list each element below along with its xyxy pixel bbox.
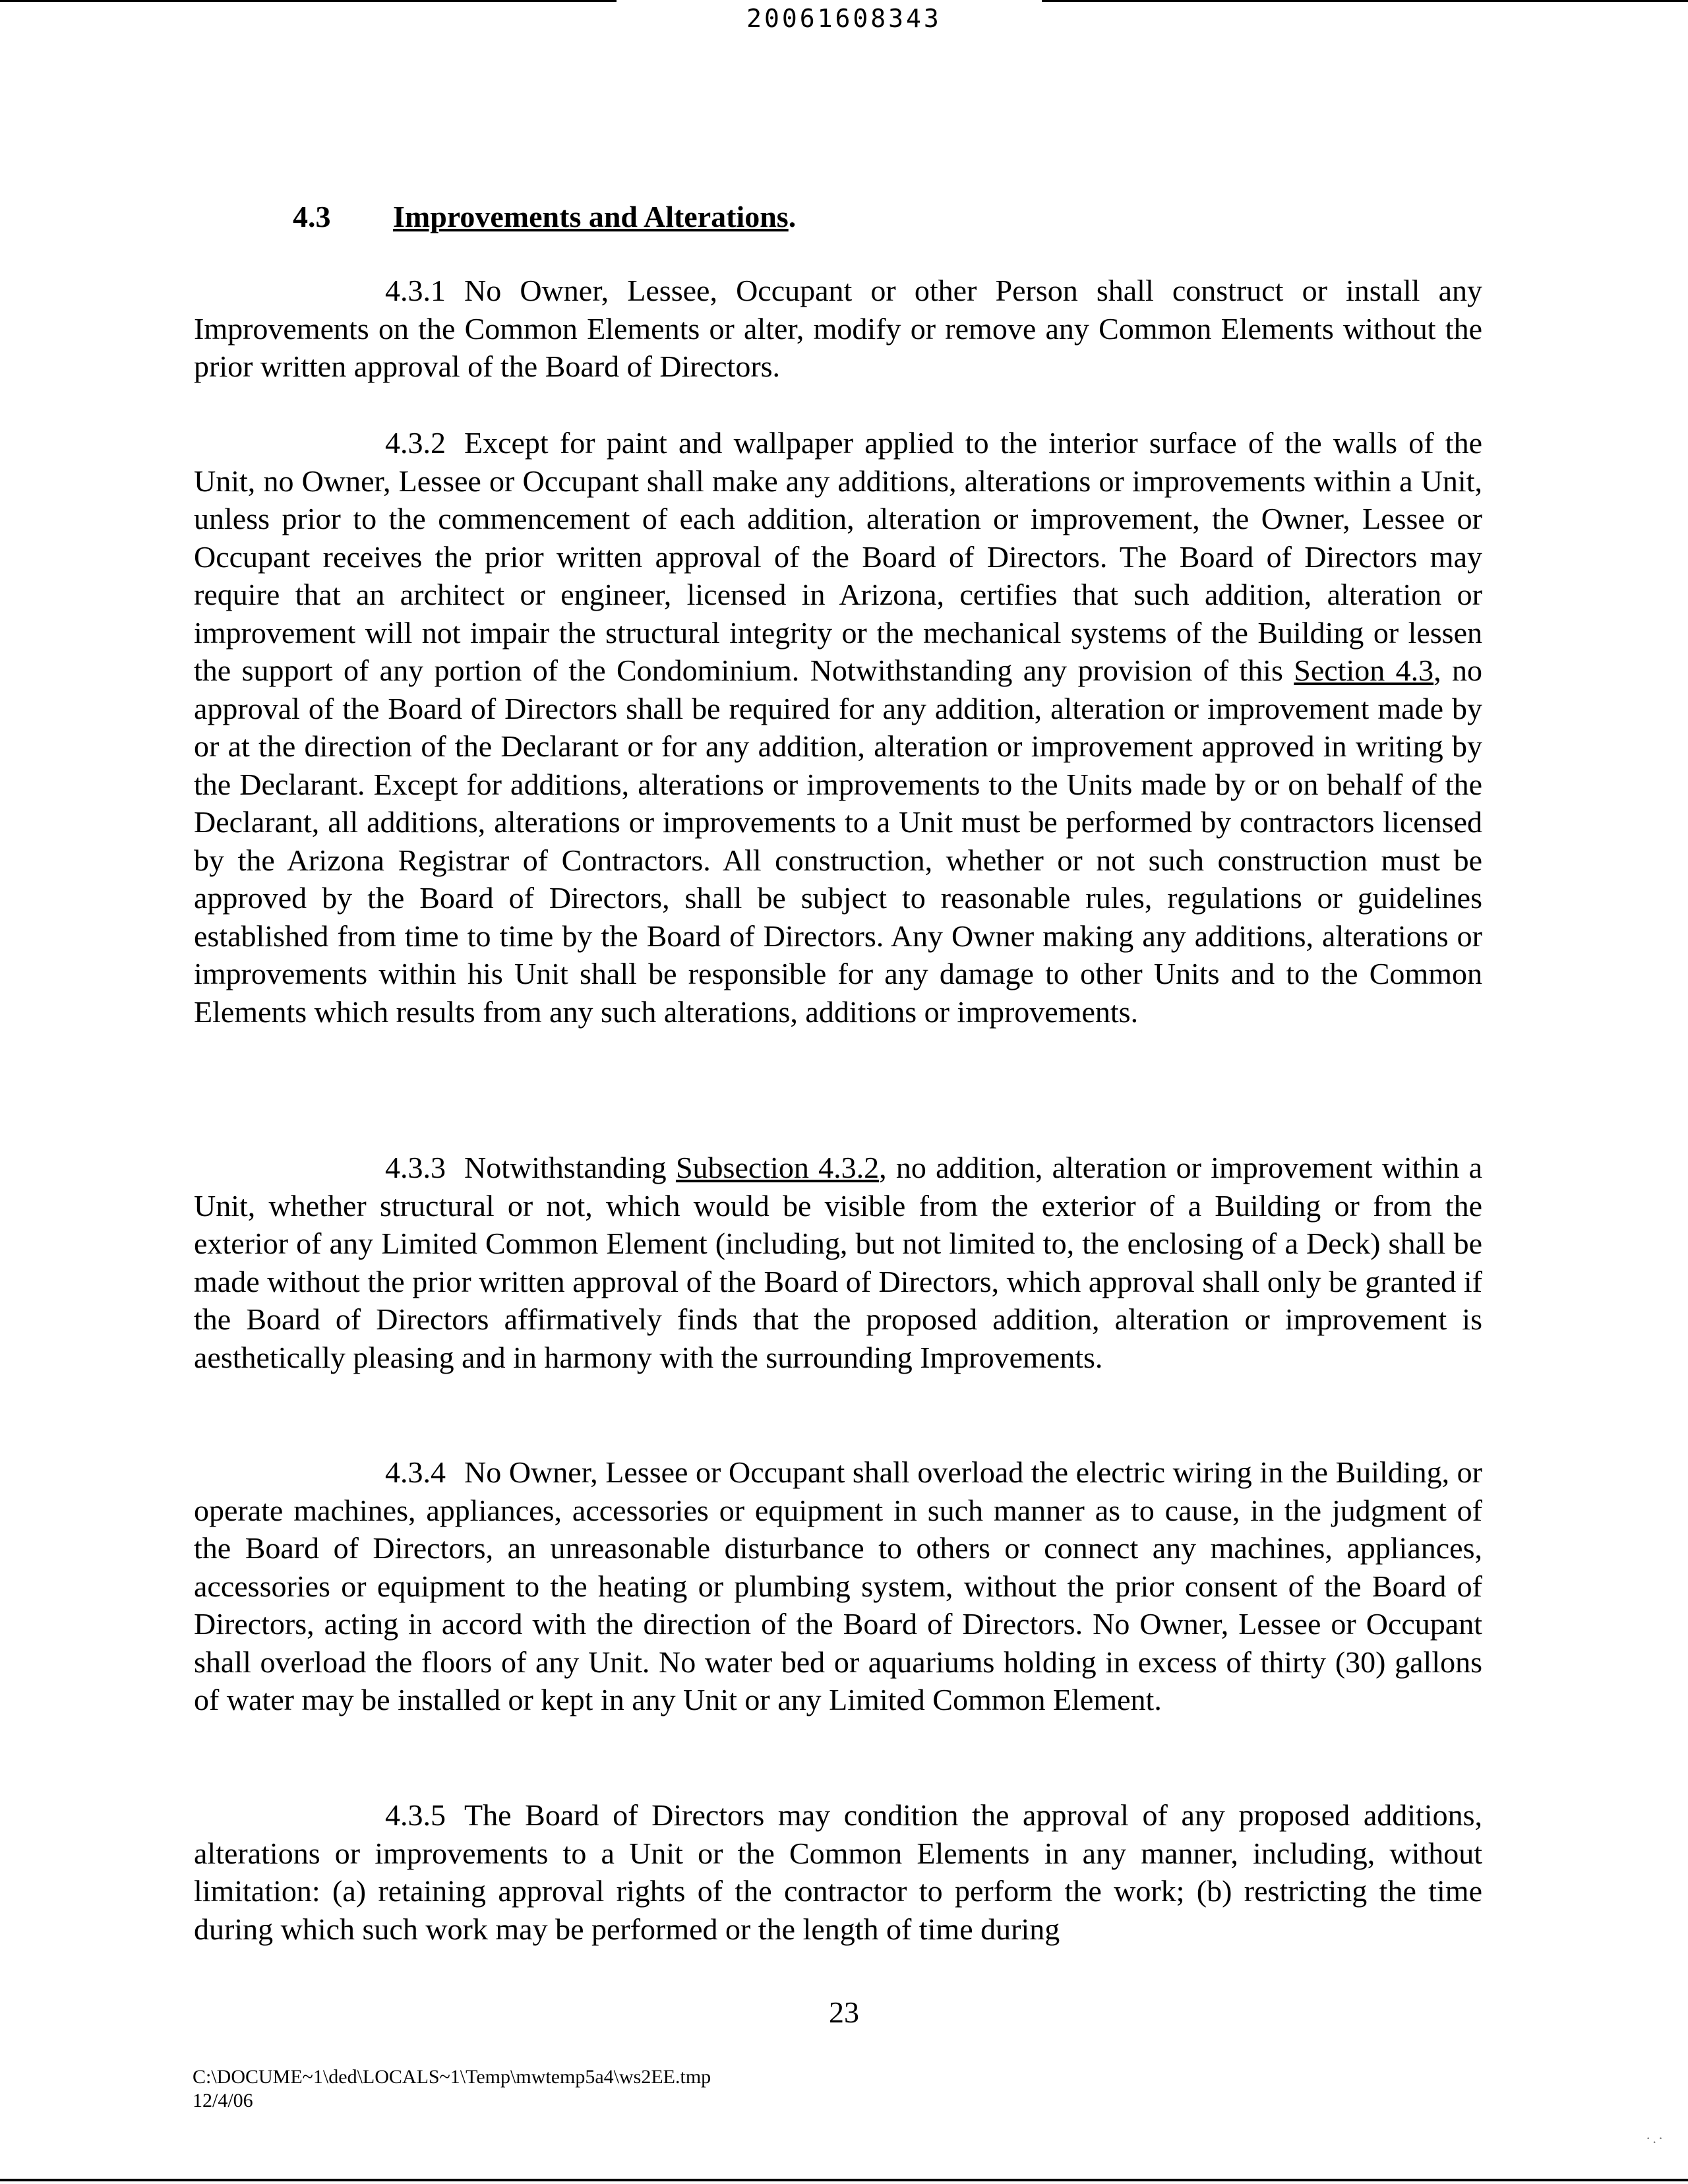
footer-file-path: C:\DOCUME~1\ded\LOCALS~1\Temp\mwtemp5a4\ws2EE.tmp xyxy=(193,2066,711,2088)
paragraph-text: No Owner, Lessee or Occupant shall overload the electric wiring in the Building, or operate machines, appliances, accessories or equipment in such manner as to cause, in the judgment of the Board of Directors, an unreasonable disturbance to others or connect any machines, appliances, accessories or equipment to the heating or plumbing system, without the prior consent of the Board of Directors, acting in accord with the direction of the Board of Directors. No Owner, Lessee or Occupant shall overload the floors of any Unit. No water bed or aquariums holding in excess of thirty (30) gallons of water may be installed or kept in any Unit or any Limited Common Element. xyxy=(194,1455,1482,1716)
top-border-line-left xyxy=(0,0,617,2)
section-heading xyxy=(293,199,796,234)
footer-date: 12/4/06 xyxy=(193,2090,253,2111)
paragraph-4-3-3 xyxy=(194,1149,1482,1376)
paragraph-4-3-4 xyxy=(194,1453,1482,1719)
bottom-border-line xyxy=(0,2179,1688,2181)
paragraph-4-3-2 xyxy=(194,424,1482,1031)
paragraph-4-3-5 xyxy=(194,1796,1482,1948)
paragraph-text-part-2: , no approval of the Board of Directors shall be required for any addition, alteration or improvement made by or at the direction of the Declarant or for any addition, alteration or improvement approved in writing by the Declarant. Except for additions, alterations or improvements to the Units made by or on behalf of the Declarant, all additions, alterations or improvements to a Unit must be performed by contractors licensed by the Arizona Registrar of Contractors. All construction, whether or not such construction must be approved by the Board of Directors, shall be subject to reasonable rules, regulations or guidelines established from time to time by the Board of Directors. Any Owner making any additions, alterations or improvements within his Unit shall be responsible for any damage to other Units and to the Common Elements which results from any such alterations, additions or improvements. xyxy=(194,653,1483,1029)
cross-reference-subsection-4-3-2: Subsection 4.3.2 xyxy=(675,1151,880,1184)
paragraph-text-part-1: Notwithstanding xyxy=(464,1151,667,1184)
section-number: 4.3 xyxy=(293,200,331,233)
document-number: 20061608343 xyxy=(746,4,942,33)
top-border-line-right xyxy=(1042,0,1688,2)
page-number: 23 xyxy=(829,1995,859,2029)
scan-artifact: ·.· xyxy=(1646,2130,1666,2146)
paragraph-number: 4.3.3 xyxy=(385,1151,446,1184)
paragraph-number: 4.3.4 xyxy=(385,1455,446,1489)
paragraph-text: No Owner, Lessee, Occupant or other Person shall construct or install any Improvements on the Common Elements or alter, modify or remove any Common Elements without the prior written approval of the Board of Directors. xyxy=(194,274,1482,383)
paragraph-text-part-1: Except for paint and wallpaper applied to the interior surface of the walls of the Unit, no Owner, Lessee or Occupant shall make any additions, alterations or improvements within a Unit, unless prior to the commencement of each addition, alteration or improvement, the Owner, Lessee or Occupant receives the prior written approval of the Board of Directors. The Board of Directors may require that an architect or engineer, licensed in Arizona, certifies that such addition, alteration or improvement will not impair the structural integrity or the mechanical systems of the Building or lessen the support of any portion of the Condominium. Notwithstanding any provision of this xyxy=(194,426,1482,687)
paragraph-number: 4.3.5 xyxy=(385,1798,446,1832)
paragraph-text-part-2: , no addition, alteration or improvement within a Unit, whether structural or not, which would be visible from the exterior of a Building or from the exterior of any Limited Common Element (including, but not limited to, the enclosing of a Deck) shall be made without the prior written approval of the Board of Directors, which approval shall only be granted if the Board of Directors affirmatively finds that the proposed addition, alteration or improvement is aesthetically pleasing and in harmony with the surrounding Improvements. xyxy=(194,1151,1482,1374)
cross-reference-section-4-3: Section 4.3 xyxy=(1294,653,1434,687)
paragraph-number: 4.3.2 xyxy=(385,426,446,460)
paragraph-number: 4.3.1 xyxy=(385,274,446,307)
section-title: Improvements and Alterations xyxy=(393,200,789,233)
section-title-period: . xyxy=(788,200,797,233)
paragraph-text: The Board of Directors may condition the approval of any proposed additions, alterations or improvements to a Unit or the Common Elements in any manner, including, without limitation: (a) retaining approval rights of the contractor to perform the work; (b) restricting the time during which such work may be performed or the length of time during xyxy=(194,1798,1482,1946)
paragraph-4-3-1 xyxy=(194,272,1482,386)
